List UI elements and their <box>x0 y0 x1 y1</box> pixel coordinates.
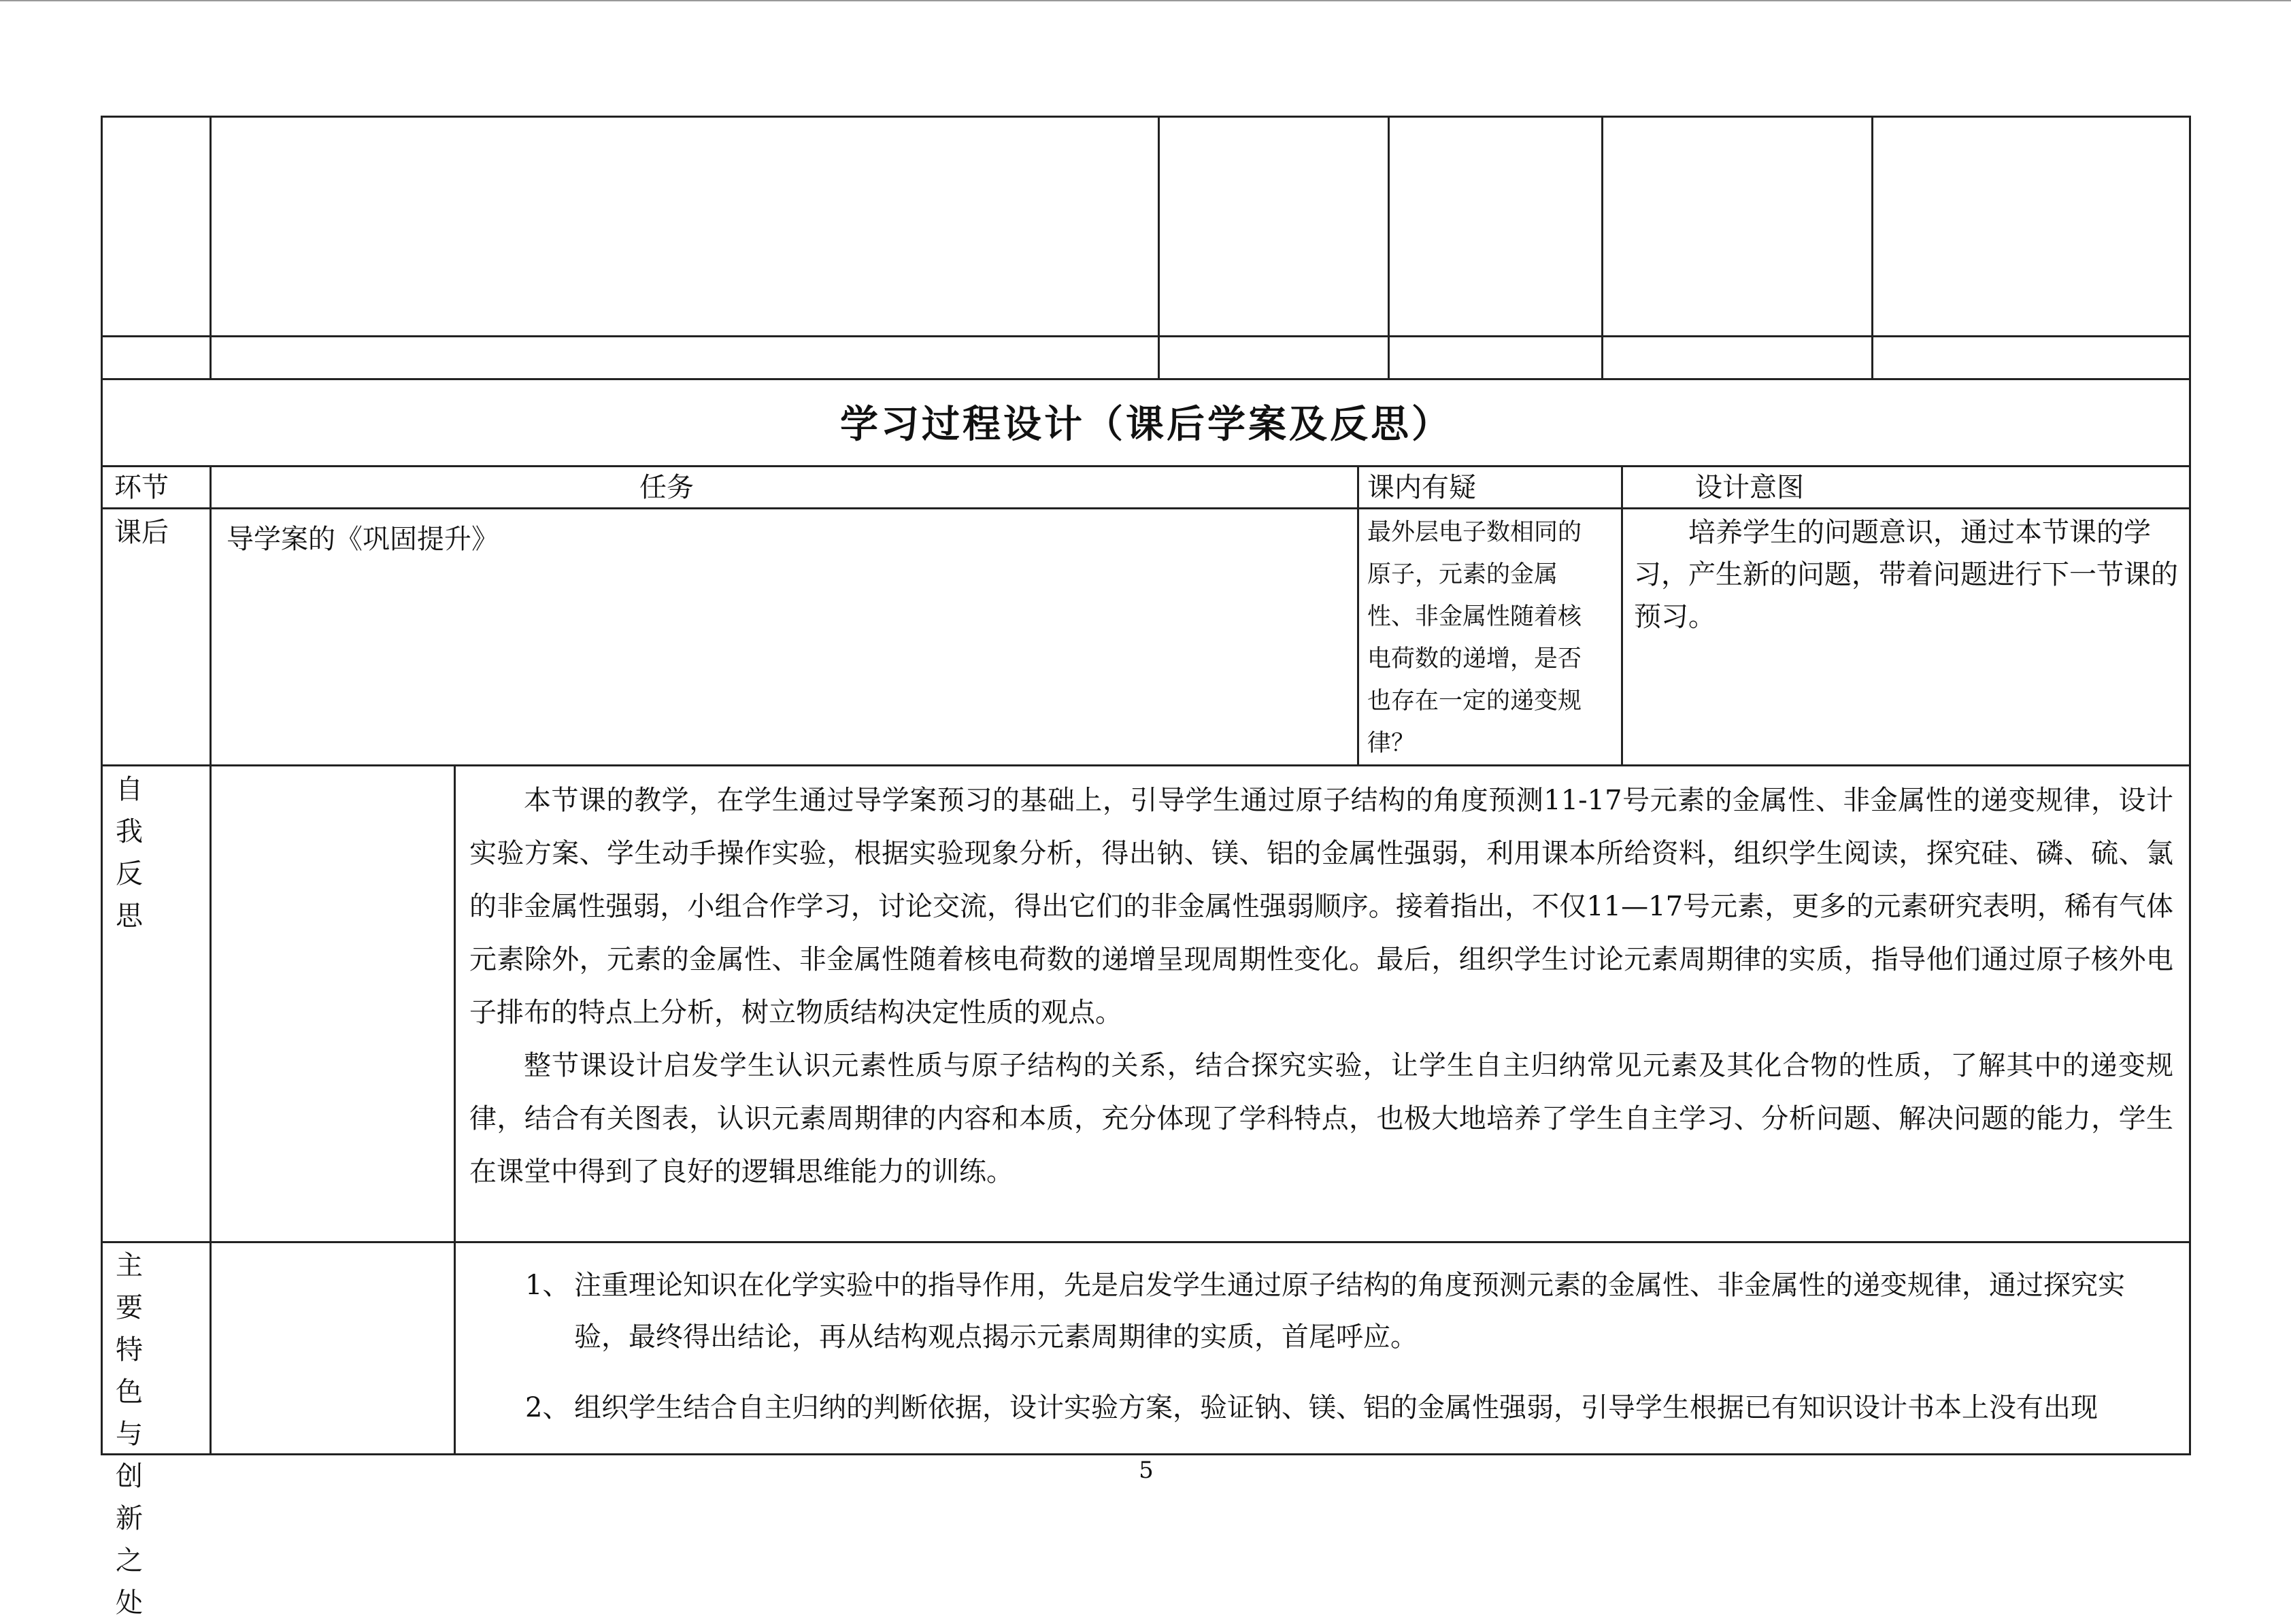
header-intent: 设计意图 <box>1695 472 1804 503</box>
reflection-text <box>469 774 2173 1198</box>
feature-item-text: 注重理论知识在化学实验中的指导作用，先是启发学生通过原子结构的角度预测元素的金属性、非金属性的递变规律，通过探究实验，最终得出结论，再从结构观点揭示元素周期律的实质，首尾呼应。 <box>574 1270 2125 1353</box>
feature-item <box>525 1259 2177 1363</box>
header-stage: 环节 <box>114 472 169 503</box>
features-stage-line: 新之 <box>116 1503 143 1576</box>
header-doubt: 课内有疑 <box>1367 472 1476 503</box>
feature-item-number: 1、 <box>525 1270 570 1301</box>
features-stage-line: 特色 <box>116 1334 143 1408</box>
after-class-doubt: 最外层电子数相同的原子，元素的金属性、非金属性随着核电荷数的递增，是否也存在一定的递变规律？ <box>1367 519 1582 757</box>
after-class-intent: 培养学生的问题意识，通过本节课的学习，产生新的问题，带着问题进行下一节课的预习。 <box>1634 517 2178 632</box>
feature-item <box>525 1382 2177 1436</box>
feature-item-text: 组织学生结合自主归纳的判断依据，设计实验方案，验证钠、镁、铝的金属性强弱，引导学生根据已有知识设计书本上没有出现 <box>574 1392 2098 1423</box>
after-class-stage: 课后 <box>114 517 169 548</box>
page-number: 5 <box>1139 1457 1154 1484</box>
after-class-task: 导学案的《巩固提升》 <box>227 524 499 555</box>
reflection-stage-char: 思 <box>116 900 143 932</box>
reflection-stage-char: 反 <box>116 858 143 890</box>
table-title: 学习过程设计（课后学案及反思） <box>840 402 1452 447</box>
reflection-stage-char: 我 <box>116 816 143 847</box>
feature-item-number: 2、 <box>525 1392 570 1423</box>
features-stage <box>116 1245 156 1624</box>
features-stage-line: 与创 <box>116 1419 143 1492</box>
header-task: 任务 <box>639 472 694 503</box>
reflection-stage-char: 自 <box>116 774 143 805</box>
reflection-paragraph-1: 本节课的教学，在学生通过导学案预习的基础上，引导学生通过原子结构的角度预测11-17号元素的金属性、非金属性的递变规律，设计实验方案、学生动手操作实验，根据实验现象分析，得出钠、镁、铝的金属性强弱，利用课本所给资料，组织学生阅读，探究硅、磷、硫、氯的非金属性强弱，小组合作学习，讨论交流，得出它们的非金属性强弱顺序。接着指出，不仅11—17号元素，更多的元素研究表明，稀有气体元素除外，元素的金属性、非金属性随着核电荷数的递增呈现周期性变化。最后，组织学生讨论元素周期律的实质，指导他们通过原子核外电子排布的特点上分析，树立物质结构决定性质的观点。 <box>469 785 2173 1028</box>
page-top-rule <box>0 0 2291 1</box>
features-stage-line: 主要 <box>116 1250 143 1323</box>
features-stage-line: 处 <box>116 1587 143 1619</box>
reflection-stage <box>116 768 156 937</box>
reflection-paragraph-2: 整节课设计启发学生认识元素性质与原子结构的关系，结合探究实验，让学生自主归纳常见元素及其化合物的性质，了解其中的递变规律，结合有关图表，认识元素周期律的内容和本质，充分体现了学科特点，也极大地培养了学生自主学习、分析问题、解决问题的能力，学生在课堂中得到了良好的逻辑思维能力的训练。 <box>469 1050 2173 1187</box>
